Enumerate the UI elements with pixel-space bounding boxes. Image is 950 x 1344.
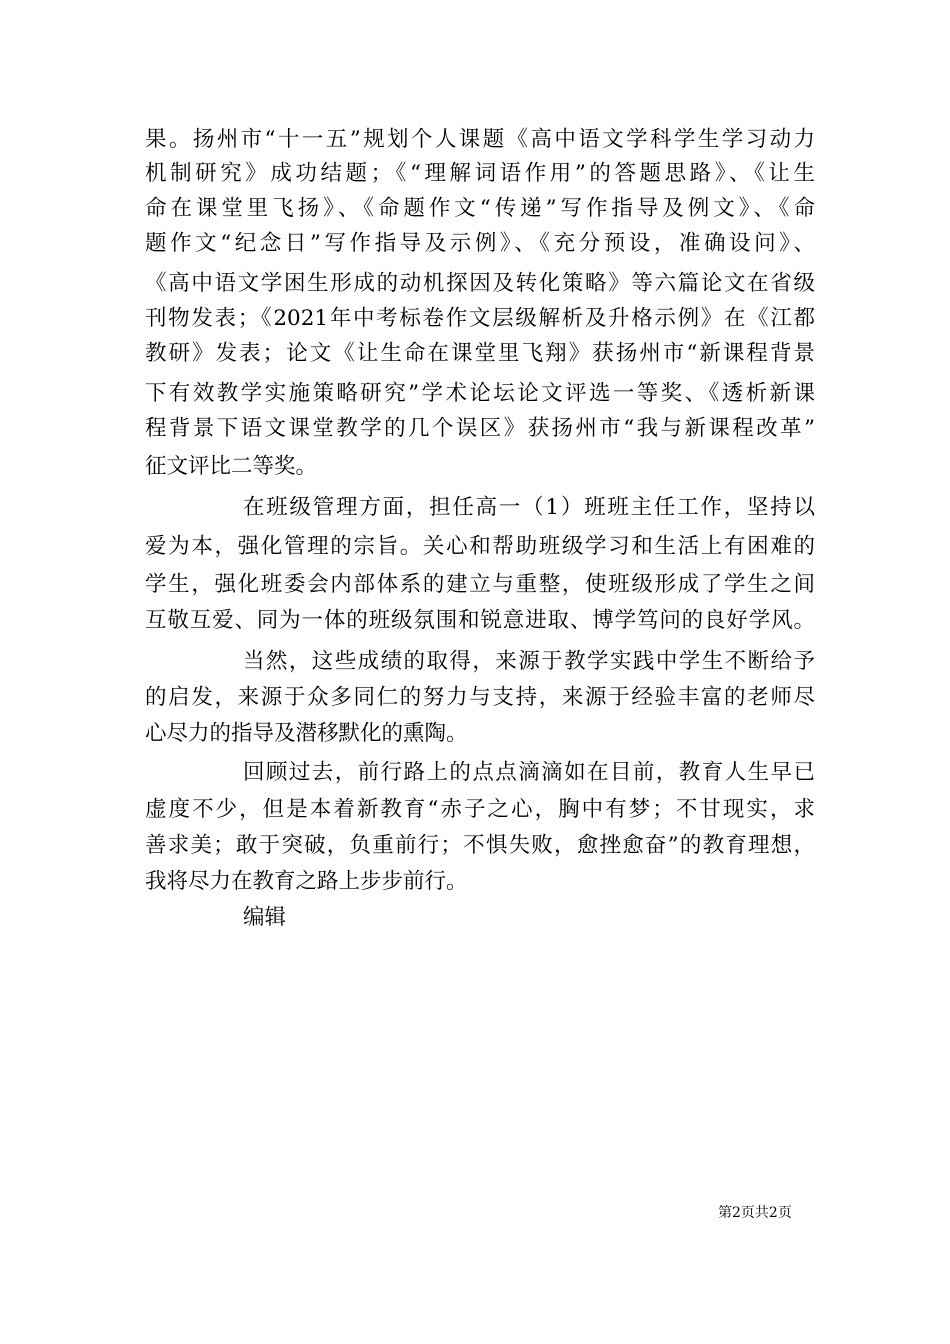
paragraph-first-line: 在班级管理方面，担任高一（1）班班主任工作，坚持以 bbox=[243, 495, 815, 520]
paragraph-line: 善求美；敢于突破，负重前行；不惧失败，愈挫愈奋”的教育理想， bbox=[145, 833, 815, 858]
edit-label: 编辑 bbox=[243, 905, 287, 930]
paragraph-line: 命在课堂里飞扬》、《命题作文“传递”写作指导及例文》、《命 bbox=[145, 196, 815, 221]
paragraph-line: 学生，强化班委会内部体系的建立与重整，使班级形成了学生之间 bbox=[145, 572, 815, 597]
paragraph-line: 的启发，来源于众多同仁的努力与支持，来源于经验丰富的老师尽 bbox=[145, 685, 815, 710]
paragraph-line: 《高中语文学困生形成的动机探因及转化策略》等六篇论文在省级 bbox=[145, 271, 815, 296]
paragraph-first-line: 回顾过去，前行路上的点点滴滴如在目前，教育人生早已 bbox=[243, 760, 815, 785]
paragraph-line: 程背景下语文课堂教学的几个误区》获扬州市“我与新课程改革” bbox=[145, 416, 815, 441]
paragraph-line: 刊物发表；《2021年中考标卷作文层级解析及升格示例》在《江都 bbox=[145, 306, 815, 331]
paragraph-line: 征文评比二等奖。 bbox=[145, 454, 318, 479]
paragraph-line: 互敬互爱、同为一体的班级氛围和锐意进取、博学笃问的良好学风。 bbox=[145, 608, 815, 633]
paragraph-line: 下有效教学实施策略研究”学术论坛论文评选一等奖、《透析新课 bbox=[145, 381, 815, 406]
paragraph-line: 教研》发表；论文《让生命在课堂里飞翔》获扬州市“新课程背景 bbox=[145, 341, 815, 366]
paragraph-line: 爱为本，强化管理的宗旨。关心和帮助班级学习和生活上有困难的 bbox=[145, 534, 815, 559]
paragraph-line: 心尽力的指导及潜移默化的熏陶。 bbox=[145, 721, 468, 746]
paragraph-line: 题作文“纪念日”写作指导及示例》、《充分预设，准确设问》、 bbox=[145, 231, 815, 256]
paragraph-line: 果。扬州市“十一五”规划个人课题《高中语文学科学生学习动力 bbox=[145, 127, 815, 152]
paragraph-first-line: 当然，这些成绩的取得，来源于教学实践中学生不断给予 bbox=[243, 649, 815, 674]
page-number-footer: 第2页共2页 bbox=[718, 1205, 792, 1221]
paragraph-line: 机制研究》成功结题；《“理解词语作用”的答题思路》、《让生 bbox=[145, 161, 815, 186]
paragraph-line: 我将尽力在教育之路上步步前行。 bbox=[145, 869, 468, 894]
paragraph-line: 虚度不少，但是本着新教育“赤子之心，胸中有梦；不甘现实，求 bbox=[145, 797, 815, 822]
